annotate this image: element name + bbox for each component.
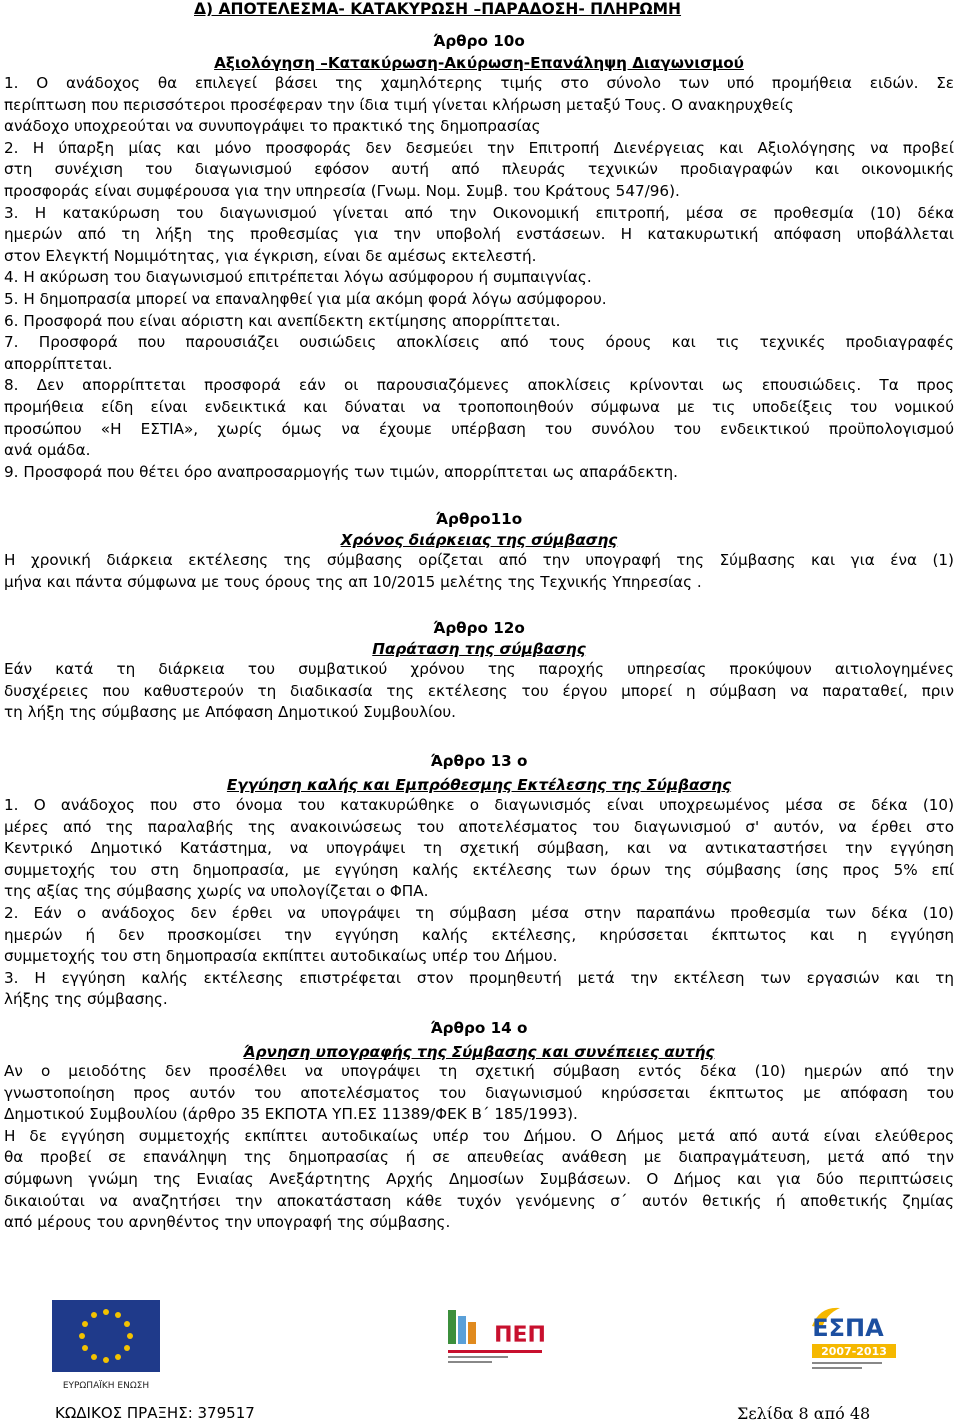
text-line: ανά ομάδα. — [4, 441, 91, 460]
text-line: συμμετοχής του στη δημοπρασία εκπίπτει αυτοδικαίως υπέρ του Δήμου. — [4, 947, 558, 966]
eu-flag-icon — [52, 1300, 160, 1372]
text-line: 2. Εάν ο ανάδοχος δεν έρθει να υπογράψει τη σύμβαση μέσα στην παραπάνω προθεσμία των δέκα (10) — [4, 903, 954, 922]
text-line: απορρίπτεται. — [4, 354, 113, 373]
pep-logo-icon — [445, 1306, 546, 1368]
text-line: προμήθεια είδη είναι ενδεικτικά και δύναται να τροποποιηθούν σύμφωνα με τις υποδείξεις του νομικού — [4, 397, 954, 416]
text-line: 3. Η εγγύηση καλής εκτέλεσης επιστρέφεται στον προμηθευτή μετά την εκτέλεση των εργασιών και τη — [4, 968, 954, 987]
article-14-heading: Άρθρο 14 ο — [430, 1019, 528, 1037]
text-line: Κεντρικό Δημοτικό Κατάστημα, να υπογράψει τη σχετική σύμβαση, και να αντικαταστήσει την εγγύηση — [4, 839, 954, 858]
text-line: 9. Προσφορά που θέτει όρο αναπροσαρμογής των τιμών, απορρίπτεται ως απαράδεκτη. — [4, 462, 678, 481]
text-line: ημερών από τη λήξη της προθεσμίας για την υποβολή ενστάσεων. Η κατακυρωτική απόφαση υποβάλλεται — [4, 225, 954, 244]
text-line: Δημοτικού Συμβουλίου (άρθρο 35 ΕΚΠΟΤΑ ΥΠ.ΕΣ 11389/ΦΕΚ Β΄ 185/1993). — [4, 1105, 578, 1124]
article-13-heading: Άρθρο 13 ο — [430, 752, 528, 770]
text-line: συμμετοχής του στη δημοπρασία, με εγγύηση καλής εκτέλεσης των όρων της σύμβασης ίσης προς 5% επί — [4, 860, 954, 879]
funding-logos — [0, 1296, 960, 1396]
text-line: λήξης της σύμβασης. — [4, 990, 168, 1009]
text-line: μέρες από της παραλαβής της ανακοινώσεως του αποτελέσματος του διαγωνισμού σ' αυτόν, να έρθει στο — [4, 817, 954, 836]
text-line: 1. Ο ανάδοχος θα επιλεγεί βάσει της χαμηλότερης τιμής στο σύνολο των υπό προμήθεια ειδών. Σε — [4, 74, 954, 92]
text-line: στον Ελεγκτή Νομιμότητας, για έγκριση, είναι δε αμέσως εκτελεστή. — [4, 246, 537, 265]
footer-project-code: ΚΩΔΙΚΟΣ ΠΡΑΞΗΣ: 379517 — [55, 1404, 255, 1422]
text-line: Εάν κατά τη διάρκεια του συμβατικού χρόνου της παροχής υπηρεσίας προκύψουν αιτιολογημένες — [4, 660, 954, 678]
article-12-body — [4, 659, 954, 724]
text-line: Αν ο μειοδότης δεν προσέλθει να υπογράψει τη σχετική σύμβαση εντός δέκα (10) ημερών από την — [4, 1062, 954, 1080]
article-10-heading: Άρθρο 10ο — [433, 32, 525, 50]
text-line: περίπτωση που περισσότεροι προσέφεραν την ίδια τιμή γίνεται κλήρωση μεταξύ Τους. Ο ανακηρυχθείς — [4, 95, 794, 114]
text-line: σύμφωνη γνώμη της Ενιαίας Ανεξάρτητης Αρχής Δημοσίων Συμβάσεων. Ο Δήμος και για δύο περιπτώσεις — [4, 1169, 954, 1188]
text-line: 4. Η ακύρωση του διαγωνισμού επιτρέπεται λόγω ασύμφορου ή συμπαιγνίας. — [4, 268, 592, 287]
text-line: Η δε εγγύηση συμμετοχής εκπίπτει αυτοδικαίως υπέρ του Δήμου. Ο Δήμος μετά από αυτά είναι ελεύθερος — [4, 1126, 954, 1145]
article-11-body — [4, 550, 954, 593]
article-14-body — [4, 1061, 954, 1234]
article-12-heading: Άρθρο 12ο — [433, 619, 525, 637]
article-11-heading: Άρθρο11ο — [435, 510, 523, 528]
espa-label: ΕΣΠΑ — [812, 1314, 884, 1342]
article-10-subtitle: Αξιολόγηση –Κατακύρωση-Ακύρωση-Επανάληψη Διαγωνισμού — [214, 54, 744, 72]
text-line: προσώπου «Η ΕΣΤΙΑ», χωρίς όμως να έχουμε υπέρβαση του συνόλου του ενδεικτικού προϋπολογισμού — [4, 419, 954, 438]
text-line: της αξίας της σύμβασης χωρίς να υπολογίζεται ο ΦΠΑ. — [4, 882, 429, 901]
text-line: 8. Δεν απορρίπτεται προσφορά εάν οι παρουσιαζόμενες αποκλίσεις κρίνονται ως επουσιώδεις. Τα προς — [4, 376, 954, 395]
eu-label: ΕΥΡΩΠΑΪΚΗ ΕΝΩΣΗ — [62, 1381, 150, 1391]
logos-svg — [0, 1296, 960, 1396]
article-14-subtitle: Άρνηση υπογραφής της Σύμβασης και συνέπειες αυτής — [243, 1043, 715, 1061]
text-line: μήνα και πάντα σύμφωνα με τους όρους της απ 10/2015 μελέτης της Τεχνικής Υπηρεσίας . — [4, 572, 702, 591]
text-line: δυσχέρειες που καθυστερούν τη διαδικασία της εκτέλεσης του έργου μπορεί η σύμβαση να παραταθεί, πριν — [4, 681, 954, 700]
text-line: 6. Προσφορά που είναι αόριστη και ανεπίδεκτη εκτίμησης απορρίπτεται. — [4, 311, 561, 330]
pep-label: ΠΕΠ — [494, 1323, 546, 1348]
text-line: γνωστοποίηση προς αυτόν του αποτελέσματος του διαγωνισμού κηρύσσεται έκπτωτος με απόφαση του — [4, 1083, 954, 1102]
text-line: τη λήξη της σύμβασης με Απόφαση Δημοτικού Συμβουλίου. — [4, 703, 457, 722]
text-line: Η χρονική διάρκεια εκτέλεσης της σύμβασης ορίζεται από την υπογραφή της Σύμβασης και για ένα (1) — [4, 551, 954, 569]
text-line: προσφοράς είναι συμφέρουσα για την υπηρεσία (Γνωμ. Νομ. Συμβ. του Κράτους 547/96). — [4, 181, 680, 200]
text-line: από μέρους του αρνηθέντος την υπογραφή της σύμβασης. — [4, 1213, 451, 1232]
article-12-subtitle: Παράταση της σύμβασης — [372, 640, 586, 658]
espa-years: 2007-2013 — [821, 1345, 887, 1358]
text-line: θα προβεί σε επανάληψη της δημοπρασίας ή σε απευθείας ανάθεση με διαπραγμάτευση, μετά από την — [4, 1148, 954, 1167]
section-title: Δ) ΑΠΟΤΕΛΕΣΜΑ- ΚΑΤΑΚΥΡΩΣΗ –ΠΑΡΑΔΟΣΗ- ΠΛΗΡΩΜΗ — [194, 0, 682, 18]
article-13-body — [4, 795, 954, 1011]
text-line: ανάδοχο υποχρεούται να συνυπογράψει το πρακτικό της δημοπρασίας — [4, 117, 541, 136]
footer-page-number: Σελίδα 8 από 48 — [737, 1404, 871, 1423]
article-13-subtitle: Εγγύηση καλής και Εμπρόθεσμης Εκτέλεσης της Σύμβασης — [226, 776, 732, 794]
text-line: 2. Η ύπαρξη μίας και μόνο προσφοράς δεν δεσμεύει την Επιτροπή Διενέργειας και Αξιολόγησης να προβεί — [4, 138, 954, 157]
text-line: 1. Ο ανάδοχος που στο όνομα του κατακυρώθηκε ο διαγωνισμός είναι υποχρεωμένος μέσα σε δέκα (10) — [4, 796, 954, 814]
text-line: ημερών ή δεν προσκομίσει την εγγύηση καλής εκτέλεσης, κηρύσσεται έκπτωτος και η εγγύηση — [4, 925, 954, 944]
text-line: δικαιούται να αναζητήσει την αποκατάσταση κάθε τυχόν γενόμενης σ΄ αυτόν θετικής ή αποθετικής ζημίας — [4, 1191, 954, 1210]
article-10-body — [4, 73, 954, 483]
article-11-subtitle: Χρόνος διάρκειας της σύμβασης — [340, 531, 618, 549]
text-line: στη συνέχιση του διαγωνισμού εφόσον αυτή από πλευράς τεχνικών προδιαγραφών και οικονομικής — [4, 160, 954, 179]
text-line: 3. Η κατακύρωση του διαγωνισμού γίνεται από την Οικονομική επιτροπή, μέσα σε προθεσμία (10) δέκα — [4, 203, 954, 222]
espa-logo-icon — [812, 1308, 896, 1369]
text-line: 7. Προσφορά που παρουσιάζει ουσιώδεις αποκλίσεις από τους όρους και τις τεχνικές προδιαγραφές — [4, 333, 954, 352]
text-line: 5. Η δημοπρασία μπορεί να επαναληφθεί για μία ακόμη φορά λόγω ασύμφορου. — [4, 289, 607, 308]
